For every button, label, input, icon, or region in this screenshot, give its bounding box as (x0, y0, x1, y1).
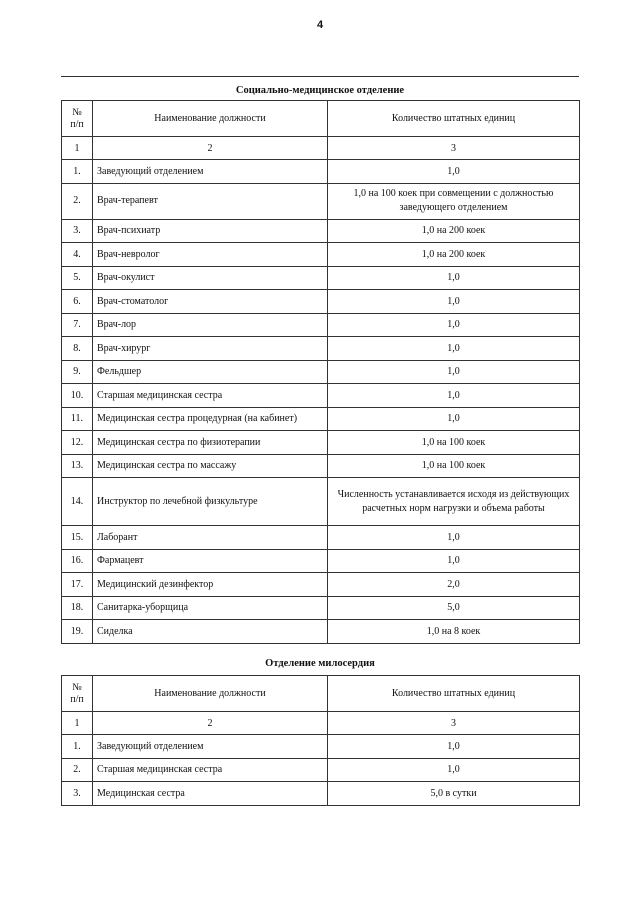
section-title-mercy: Отделение милосердия (265, 658, 375, 669)
table-row (62, 454, 580, 478)
table-row (62, 337, 580, 361)
position-name: Врач-окулист (93, 266, 328, 290)
table-row (62, 782, 580, 806)
row-number: 17. (62, 573, 93, 597)
staff-units: 1,0 (328, 337, 580, 361)
table-row (62, 384, 580, 408)
row-number: 4. (62, 243, 93, 267)
position-name: Инструктор по лечебной физкультуре (93, 478, 328, 526)
row-number: 9. (62, 360, 93, 384)
table-row (62, 573, 580, 597)
row-number: 16. (62, 549, 93, 573)
position-name: Лаборант (93, 526, 328, 550)
header-num: № п/п (62, 101, 93, 137)
position-name: Врач-хирург (93, 337, 328, 361)
staff-units: 1,0 (328, 160, 580, 184)
staff-units: Численность устанавливается исходя из действующих расчетных норм нагрузки и объема работы (328, 478, 580, 526)
row-number: 12. (62, 431, 93, 455)
row-number: 10. (62, 384, 93, 408)
position-name: Врач-невролог (93, 243, 328, 267)
row-number: 19. (62, 620, 93, 644)
staff-units: 1,0 на 100 коек (328, 431, 580, 455)
table-row (62, 620, 580, 644)
table-row (62, 243, 580, 267)
header-num: № п/п (62, 676, 93, 712)
staff-units: 1,0 (328, 735, 580, 759)
table-row (62, 183, 580, 219)
row-number: 8. (62, 337, 93, 361)
row-number: 2. (62, 758, 93, 782)
staff-units: 1,0 на 200 коек (328, 219, 580, 243)
staff-units: 1,0 на 100 коек при совмещении с должностью заведующего отделением (328, 183, 580, 219)
column-index-row (62, 137, 580, 160)
row-number: 6. (62, 290, 93, 314)
header-row (62, 676, 580, 712)
staff-table-social-medical (61, 100, 580, 644)
table-row (62, 219, 580, 243)
table-row (62, 526, 580, 550)
table-row (62, 360, 580, 384)
staff-units: 1,0 (328, 290, 580, 314)
table-row (62, 596, 580, 620)
position-name: Врач-психиатр (93, 219, 328, 243)
position-name: Старшая медицинская сестра (93, 758, 328, 782)
position-name: Медицинская сестра (93, 782, 328, 806)
header-staff-units: Количество штатных единиц (328, 676, 580, 712)
position-name: Заведующий отделением (93, 160, 328, 184)
position-name: Медицинская сестра по массажу (93, 454, 328, 478)
row-number: 2. (62, 183, 93, 219)
position-name: Врач-стоматолог (93, 290, 328, 314)
table-row (62, 735, 580, 759)
staff-units: 1,0 (328, 313, 580, 337)
page-number: 4 (316, 19, 324, 31)
position-name: Фельдшер (93, 360, 328, 384)
staff-units: 5,0 (328, 596, 580, 620)
staff-units: 1,0 (328, 360, 580, 384)
top-rule (61, 76, 579, 77)
staff-units: 5,0 в сутки (328, 782, 580, 806)
column-index-cell: 2 (93, 712, 328, 735)
table-row (62, 478, 580, 526)
table-row (62, 313, 580, 337)
row-number: 15. (62, 526, 93, 550)
row-number: 3. (62, 219, 93, 243)
header-staff-units: Количество штатных единиц (328, 101, 580, 137)
staff-units: 2,0 (328, 573, 580, 597)
position-name: Заведующий отделением (93, 735, 328, 759)
row-number: 7. (62, 313, 93, 337)
column-index-cell: 2 (93, 137, 328, 160)
column-index-cell: 3 (328, 137, 580, 160)
table-row (62, 407, 580, 431)
position-name: Медицинская сестра процедурная (на кабинет) (93, 407, 328, 431)
position-name: Медицинский дезинфектор (93, 573, 328, 597)
position-name: Врач-лор (93, 313, 328, 337)
staff-units: 1,0 (328, 758, 580, 782)
column-index-cell: 3 (328, 712, 580, 735)
header-row (62, 101, 580, 137)
staff-units: 1,0 (328, 266, 580, 290)
table-row (62, 160, 580, 184)
staff-units: 1,0 на 200 коек (328, 243, 580, 267)
staff-units: 1,0 (328, 549, 580, 573)
row-number: 5. (62, 266, 93, 290)
column-index-row (62, 712, 580, 735)
section-title-social-medical: Социально-медицинское отделение (235, 85, 405, 96)
position-name: Врач-терапевт (93, 183, 328, 219)
position-name: Санитарка-уборщица (93, 596, 328, 620)
header-position-name: Наименование должности (93, 101, 328, 137)
row-number: 3. (62, 782, 93, 806)
staff-units: 1,0 на 8 коек (328, 620, 580, 644)
staff-units: 1,0 (328, 407, 580, 431)
row-number: 13. (62, 454, 93, 478)
table-row (62, 266, 580, 290)
position-name: Фармацевт (93, 549, 328, 573)
row-number: 18. (62, 596, 93, 620)
row-number: 1. (62, 735, 93, 759)
table-row (62, 549, 580, 573)
position-name: Сиделка (93, 620, 328, 644)
staff-units: 1,0 (328, 526, 580, 550)
table-row (62, 758, 580, 782)
header-position-name: Наименование должности (93, 676, 328, 712)
position-name: Старшая медицинская сестра (93, 384, 328, 408)
staff-table-mercy (61, 675, 580, 806)
row-number: 1. (62, 160, 93, 184)
staff-units: 1,0 на 100 коек (328, 454, 580, 478)
position-name: Медицинская сестра по физиотерапии (93, 431, 328, 455)
column-index-cell: 1 (62, 712, 93, 735)
staff-units: 1,0 (328, 384, 580, 408)
row-number: 11. (62, 407, 93, 431)
table-row (62, 290, 580, 314)
row-number: 14. (62, 478, 93, 526)
table-row (62, 431, 580, 455)
column-index-cell: 1 (62, 137, 93, 160)
